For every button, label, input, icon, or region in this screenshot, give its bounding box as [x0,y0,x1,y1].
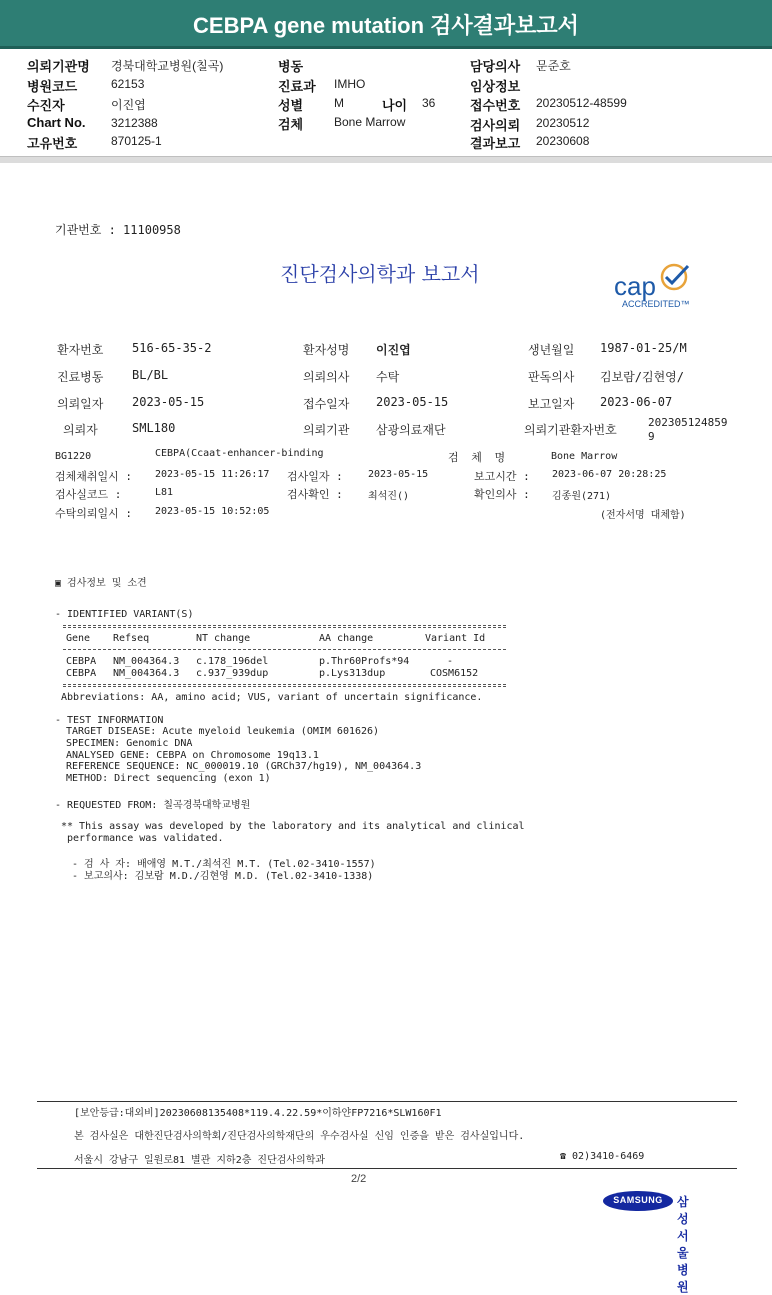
patient-label: 생년월일 [528,343,575,357]
page-title: CEBPA gene mutation 검사결과보고서 [193,13,579,38]
header-value: IMHO [334,77,366,91]
header-value: 경북대학교병원(칠곡) [111,59,224,73]
assay-note: performance was validated. [67,833,224,844]
header-value: 870125-1 [111,134,162,148]
patient-value: BL/BL [132,368,169,382]
variant-cell: c.937_939dup [196,668,269,679]
table-divider [63,625,506,626]
patient-value: 516-65-35-2 [132,341,212,355]
test-info-line: METHOD: Direct sequencing (exon 1) [66,773,271,784]
patient-label: 환자번호 [57,343,104,357]
footer-divider [37,1168,737,1169]
patient-label: 의뢰의사 [303,370,350,384]
variant-cell: c.178_196del [196,656,269,667]
security-line: [보안등급:대외비]20230608135408*119.4.22.59*이하얀FP7216*SLW160F1 [74,1108,442,1119]
time-label: 검체채취일시 : [55,470,133,483]
variant-col-header: NT change [196,633,251,644]
variant-cell: CEBPA [66,668,97,679]
test-info-line: SPECIMEN: Genomic DNA [66,738,193,749]
header-label: 결과보고 [470,136,521,151]
e-signature-note: (전자서명 대체함) [600,510,686,521]
time-value: 2023-06-07 20:28:25 [552,469,667,480]
samsung-text: SAMSUNG [613,1195,663,1205]
patient-value: 삼광의료재단 [376,423,446,437]
header-value: 20230608 [536,134,590,148]
cap-accredited-logo [612,262,716,312]
header-label: 병동 [278,59,304,74]
footer-divider [37,1101,737,1102]
patient-value: 1987-01-25/M [600,341,687,355]
patient-label: 보고일자 [528,397,575,411]
patient-value: 김보람/김현영/ [600,370,685,384]
header-label: 의뢰기관명 [27,59,90,74]
table-divider [63,686,506,687]
header-value: 20230512 [536,116,590,130]
patient-label: 의뢰자 [63,423,98,437]
patient-value: 202305124859 9 [648,416,728,443]
title-bar [0,0,772,49]
time-label: 보고시간 : [474,470,530,483]
time-value: 김종원(271) [552,491,612,502]
header-label: 담당의사 [470,59,521,74]
patient-value: 2023-05-15 [132,395,205,409]
time-value: 2023-05-15 [368,469,429,480]
time-value: 2023-05-15 11:26:17 [155,469,270,480]
variant-col-header: Gene [66,633,91,644]
hospital-name: 삼성서울병원 [677,1195,689,1294]
header-divider [0,156,772,163]
test-info-line: TARGET DISEASE: Acute myeloid leukemia (OMIM 601626) [66,726,380,737]
table-divider [63,684,506,685]
variant-cell: p.Lys313dup [319,668,386,679]
table-divider [63,649,506,650]
header-value: M [334,96,344,110]
time-value: L81 [155,487,174,498]
variant-cell: COSM6152 [430,668,479,679]
age-value: 36 [422,96,436,110]
header-value: 62153 [111,77,145,91]
age-label: 나이 [382,98,408,113]
test-info-line: ANALYSED GENE: CEBPA on Chromosome 19q13.1 [66,750,319,761]
patient-value: SML180 [132,421,176,435]
section-title: ▣ 검사정보 및 소견 [55,578,147,589]
assay-note: ** This assay was developed by the laboratory and its analytical and clinical [61,821,525,832]
patient-label: 환자성명 [303,343,350,357]
time-value: 최석진() [368,491,410,502]
variant-col-header: Refseq [113,633,150,644]
variants-heading: - IDENTIFIED VARIANT(S) [55,609,194,620]
header-label: 접수번호 [470,98,521,113]
patient-label: 의뢰기관 [303,423,350,437]
patient-label: 의뢰일자 [57,397,104,411]
patient-label: 진료병동 [57,370,104,384]
header-value: Bone Marrow [334,115,406,129]
header-label: 임상정보 [470,79,521,94]
header-label: Chart No. [27,115,86,130]
abbreviations: Abbreviations: AA, amino acid; VUS, variant of uncertain significance. [61,692,483,703]
header-label: 검사의뢰 [470,118,521,133]
report-title: 진단검사의학과 보고서 [280,262,480,286]
header-label: 고유번호 [27,136,78,151]
time-label: 검사실코드 : [55,488,122,501]
test-info-heading: - TEST INFORMATION [55,715,164,726]
time-label: 검사확인 : [287,488,343,501]
lab-phone: ☎ 02)3410-6469 [560,1151,645,1162]
time-label: 검사일자 : [287,470,343,483]
time-value: 2023-05-15 10:52:05 [155,506,270,517]
specimen-value: Bone Marrow [551,451,618,462]
patient-value: 2023-05-15 [376,395,449,409]
variant-cell: NM_004364.3 [113,668,180,679]
header-value: 20230512-48599 [536,96,627,110]
lab-address: 서울시 강남구 일원로81 별관 지하2층 진단검사의학과 [74,1155,326,1166]
cap-text: cap [614,271,656,301]
header-label: 병원코드 [27,79,78,94]
header-label: 수진자 [27,98,65,113]
header-label: 성별 [278,98,304,113]
patient-value: 이진엽 [376,343,411,357]
institution-number: 기관번호 : 11100958 [55,223,181,237]
test-name: CEBPA(Ccaat-enhancer-binding [155,448,324,459]
time-label: 확인의사 : [474,488,530,501]
patient-label: 접수일자 [303,397,350,411]
specimen-label: 검 체 명 [448,451,509,464]
accreditation-note: 본 검사실은 대한진단검사의학회/진단검사의학재단의 우수검사실 신임 인증을 받은 검사실입니다. [74,1131,525,1142]
patient-value: 수탁 [376,370,400,384]
variant-cell: CEBPA [66,656,97,667]
cap-logo-icon [612,262,716,312]
requested-from: - REQUESTED FROM: 칠곡경북대학교병원 [55,800,251,811]
header-label: 진료과 [278,79,316,94]
table-divider [63,627,506,628]
cap-accredited-text: ACCREDITED™ [622,299,690,309]
patient-value: 2023-06-07 [600,395,673,409]
variant-col-header: Variant Id [425,633,486,644]
variant-cell: p.Thr60Profs*94 [319,656,410,667]
header-value: 문준호 [536,59,571,73]
header-label: 검체 [278,117,304,132]
variant-cell: - [447,656,454,667]
variant-col-header: AA change [319,633,374,644]
patient-label: 의뢰기관환자번호 [524,423,617,437]
staff-line: - 보고의사: 김보람 M.D./김현영 M.D. (Tel.02-3410-1338) [72,871,374,882]
patient-label: 판독의사 [528,370,575,384]
page-number: 2/2 [351,1173,367,1185]
variant-cell: NM_004364.3 [113,656,180,667]
test-code: BG1220 [55,451,92,462]
test-info-line: REFERENCE SEQUENCE: NC_000019.10 (GRCh37/hg19), NM_004364.3 [66,761,422,772]
time-label: 수탁의뢰일시 : [55,507,133,520]
staff-line: - 검 사 자: 배애영 M.T./최석진 M.T. (Tel.02-3410-1557) [72,859,376,870]
header-value: 3212388 [111,116,158,130]
header-value: 이진엽 [111,98,146,112]
